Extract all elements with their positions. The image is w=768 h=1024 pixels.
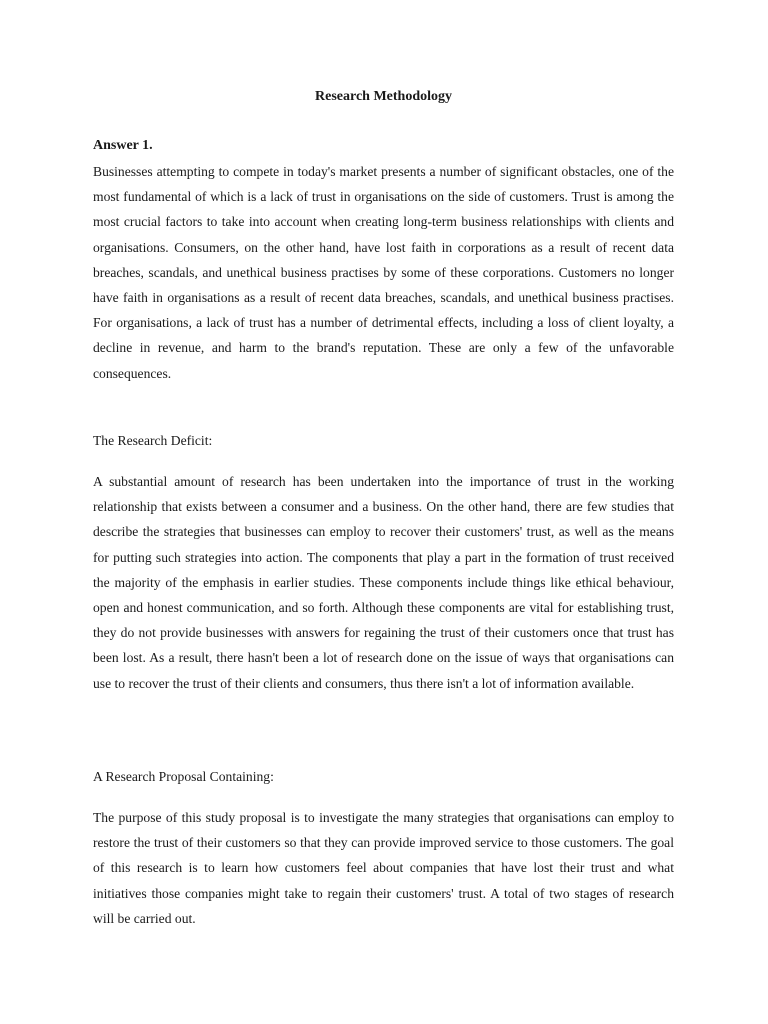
subheading-research-deficit: The Research Deficit:: [93, 433, 213, 448]
document-title: Research Methodology: [315, 89, 452, 104]
paragraph-research-deficit: A substantial amount of research has been undertaken into the importance of trust in the working relationship that exists between a consumer and a business. On the other hand, there are few studies that describe the strategies that businesses can employ to recover their customers' trust, as well as the means for putting such strategies into action. The components that play a part in the formation of trust received the majority of the emphasis in earlier studies. These components include things like ethical behaviour, open and honest communication, and so forth. Although these components are vital for establishing trust, they do not provide businesses with answers for regaining the trust of their customers once that trust has been lost. As a result, there hasn't been a lot of research done on the issue of ways that organisations can use to recover the trust of their clients and consumers, thus there isn't a lot of information available.: [93, 474, 674, 691]
paragraph-intro: Businesses attempting to compete in today's market presents a number of significant obstacles, one of the most fundamental of which is a lack of trust in organisations on the side of customers. Trust is among the most crucial factors to take into account when creating long-term business relationships with clients and organisations. Consumers, on the other hand, have lost faith in corporations as a result of recent data breaches, scandals, and unethical business practises by some of these corporations. Customers no longer have faith in organisations as a result of recent data breaches, scandals, and unethical business practises. For organisations, a lack of trust has a number of detrimental effects, including a loss of client loyalty, a decline in revenue, and harm to the brand's reputation. These are only a few of the unfavorable consequences.: [93, 164, 674, 381]
subheading-research-proposal: A Research Proposal Containing:: [93, 769, 274, 784]
paragraph-research-proposal: The purpose of this study proposal is to investigate the many strategies that organisations can employ to restore the trust of their customers so that they can provide improved service to those customers. The goal of this research is to learn how customers feel about companies that have lost their trust and what initiatives those companies might take to regain their customers' trust. A total of two stages of research will be carried out.: [93, 810, 674, 926]
answer-heading: Answer 1.: [93, 138, 153, 153]
